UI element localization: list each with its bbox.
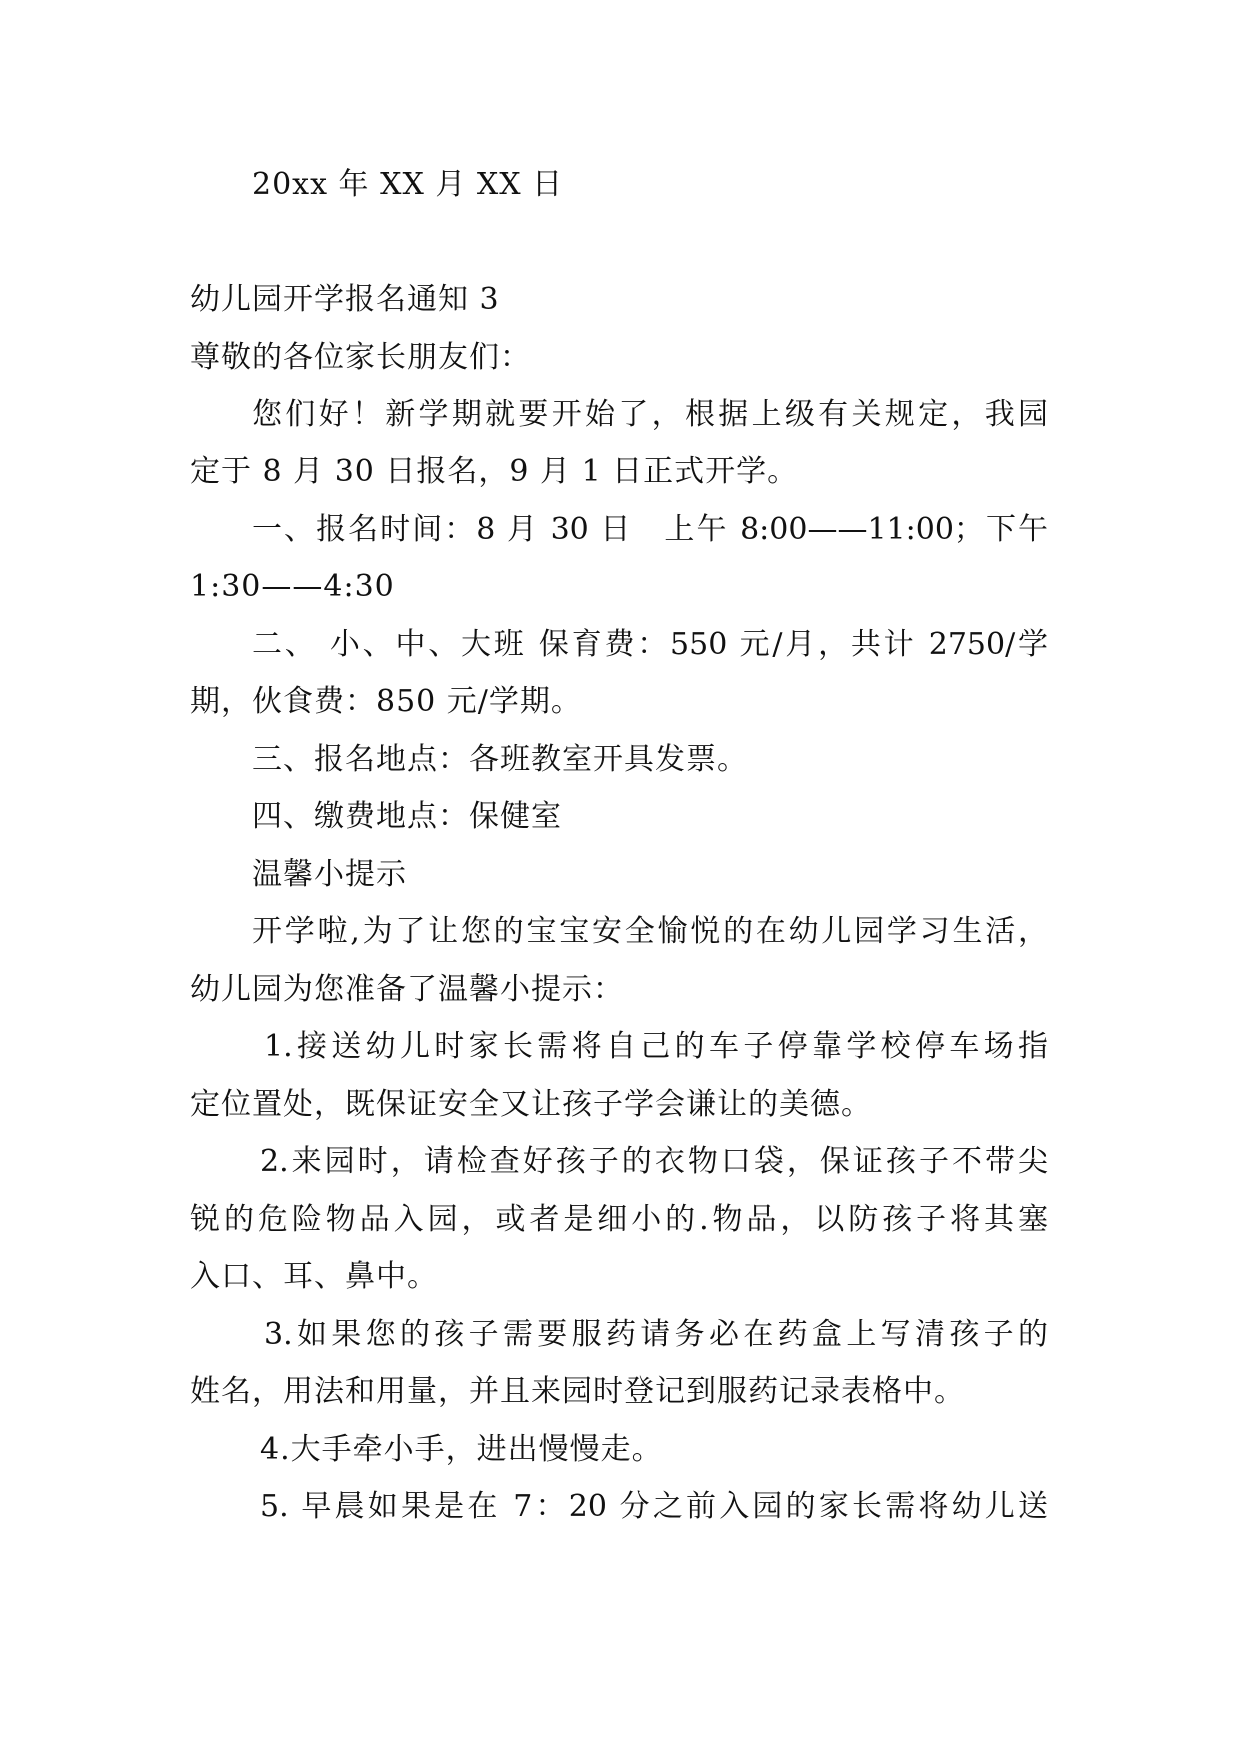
- item-2-line-2: 期，伙食费：850 元/学期。: [190, 684, 582, 719]
- document-title: 幼儿园开学报名通知 3: [190, 282, 500, 317]
- date-line: 20xx 年 XX 月 XX 日: [252, 167, 564, 202]
- tip-3-line-2: 姓名，用法和用量，并且来园时登记到服药记录表格中。: [190, 1374, 965, 1409]
- tip-2-line-1: 2.来园时，请检查好孩子的衣物口袋，保证孩子不带尖: [260, 1144, 1048, 1179]
- tip-5-line-1: 5. 早晨如果是在 7：20 分之前入园的家长需将幼儿送: [260, 1489, 1048, 1524]
- item-2-line-1: 二、 小、中、大班 保育费：550 元/月，共计 2750/学: [252, 627, 1048, 662]
- tip-1-line-1: 1.接送幼儿时家长需将自己的车子停靠学校停车场指: [264, 1029, 1048, 1064]
- item-1-line-2: 1:30——4:30: [190, 569, 395, 604]
- item-4: 四、缴费地点：保健室: [252, 799, 562, 834]
- salutation: 尊敬的各位家长朋友们：: [190, 340, 531, 375]
- item-1-line-1: 一、报名时间：8 月 30 日 上午 8:00——11:00；下午: [252, 512, 1048, 547]
- tips-intro-line-2: 幼儿园为您准备了温馨小提示：: [190, 972, 624, 1007]
- tip-2-line-2: 锐的危险物品入园，或者是细小的.物品，以防孩子将其塞: [190, 1202, 1048, 1237]
- tip-3-line-1: 3.如果您的孩子需要服药请务必在药盒上写清孩子的: [264, 1317, 1048, 1352]
- tip-2-line-3: 入口、耳、鼻中。: [190, 1259, 438, 1294]
- tips-intro-line-1: 开学啦,为了让您的宝宝安全愉悦的在幼儿园学习生活，: [252, 914, 1048, 949]
- item-3: 三、报名地点：各班教室开具发票。: [252, 742, 748, 777]
- tips-heading: 温馨小提示: [252, 857, 407, 892]
- tip-4: 4.大手牵小手，进出慢慢走。: [260, 1432, 663, 1467]
- tip-1-line-2: 定位置处，既保证安全又让孩子学会谦让的美德。: [190, 1087, 872, 1122]
- intro-line-1: 您们好！新学期就要开始了，根据上级有关规定，我园: [252, 397, 1048, 432]
- intro-line-2: 定于 8 月 30 日报名，9 月 1 日正式开学。: [190, 454, 799, 489]
